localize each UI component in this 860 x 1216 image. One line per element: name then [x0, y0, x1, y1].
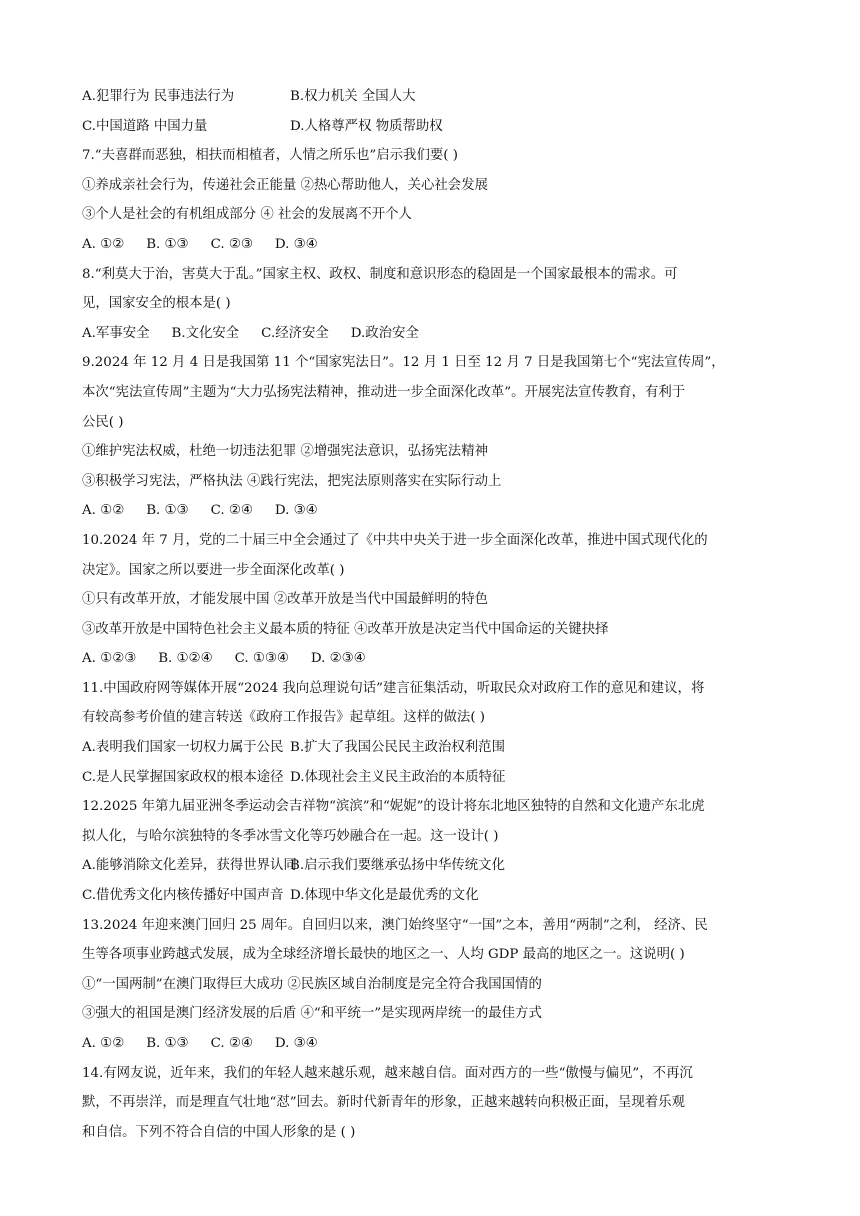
text-line: ③强大的祖国是澳门经济发展的后盾 ④“和平统一”是实现两岸统一的最佳方式 — [82, 1006, 542, 1022]
answer-choice: C.经济安全 — [261, 325, 329, 341]
choice-row — [82, 319, 782, 349]
answer-choice: B. ①③ — [146, 236, 189, 252]
answer-choice: D. ②③④ — [310, 651, 366, 667]
answer-option: C.借优秀文化内核传播好中国声音 — [82, 888, 284, 904]
answer-option: B.扩大了我国公民民主政治权利范围 — [290, 740, 505, 756]
choice-row — [82, 496, 782, 526]
answer-option: B.权力机关 全国人大 — [290, 89, 416, 104]
option-row — [82, 763, 782, 793]
answer-option: D.体现社会主义民主政治的本质特征 — [290, 769, 506, 785]
answer-choice: B. ①③ — [146, 503, 189, 519]
answer-choice: C. ②③ — [210, 236, 253, 252]
answer-choice: D.政治安全 — [350, 325, 419, 341]
answer-option: D.体现中华文化是最优秀的文化 — [290, 888, 479, 904]
answer-option: B.启示我们要继承弘扬中华传统文化 — [290, 858, 505, 874]
answer-choice: A.军事安全 — [82, 325, 150, 341]
answer-option: A.犯罪行为 民事违法行为 — [82, 89, 235, 104]
text-line: 14.有网友说，近年来，我们的年轻人越来越乐观，越来越自信。面对西方的一些“傲慢与偏见”，不再沉 — [82, 1065, 693, 1081]
option-row — [82, 82, 782, 112]
answer-choice: B. ①③ — [146, 1036, 189, 1051]
text-line: 8.“利莫大于治，害莫大于乱。”国家主权、政权、制度和意识形态的稳固是一个国家最根本的需求。可 — [82, 266, 678, 282]
choice-row — [82, 644, 782, 674]
text-line: 公民( ) — [82, 414, 124, 430]
answer-option: C.是人民掌握国家政权的根本途径 — [82, 769, 284, 785]
answer-option: A.表明我们国家一切权力属于公民 — [82, 740, 284, 756]
question-content — [82, 82, 782, 1147]
text-line: 有较高参考价值的建言转送《政府工作报告》起草组。这样的做法( ) — [82, 710, 486, 726]
text-line: ①维护宪法权威，杜绝一切违法犯罪 ②增强宪法意识，弘扬宪法精神 — [82, 444, 488, 460]
text-line: 生等各项事业跨越式发展，成为全球经济增长最快的地区之一、人均 GDP 最高的地区之一。这说明( ) — [82, 947, 685, 963]
option-row — [82, 112, 782, 142]
text-line: ①“一国两制”在澳门取得巨大成功 ②民族区域自治制度是完全符合我国国情的 — [82, 976, 542, 992]
text-line: ③积极学习宪法，严格执法 ④践行宪法，把宪法原则落实在实际行动上 — [82, 473, 502, 489]
text-line: 和自信。下列不符合自信的中国人形象的是 ( ) — [82, 1124, 356, 1140]
text-line: 默，不再崇洋，而是理直气壮地“怼”回去。新时代新青年的形象，正越来越转向积极正面，呈现着乐观 — [82, 1095, 685, 1111]
text-line: 7.“夫喜群而恶独，相扶而相植者，人情之所乐也”启示我们要( ) — [82, 148, 458, 164]
text-line: 10.2024 年 7 月，党的二十届三中全会通过了《中共中央关于进一步全面深化改革，推进中国式现代化的 — [82, 532, 708, 548]
text-line: 11.中国政府网等媒体开展“2024 我向总理说句话”建言征集活动，听取民众对政府工作的意见和建议，将 — [82, 680, 705, 696]
answer-choice: A. ①② — [82, 503, 125, 519]
text-line: ③改革开放是中国特色社会主义最本质的特征 ④改革开放是决定当代中国命运的关键抉择 — [82, 621, 609, 637]
answer-choice: C. ②④ — [210, 1036, 253, 1051]
answer-choice: C. ②④ — [210, 503, 253, 519]
text-line: 13.2024 年迎来澳门回归 25 周年。自回归以来，澳门始终坚守“一国”之本，善用“两制”之利， 经济、民 — [82, 917, 708, 933]
choice-row — [82, 1029, 782, 1059]
answer-choice: A. ①② — [82, 1036, 125, 1051]
option-row — [82, 851, 782, 881]
text-line: 决定》。国家之所以要进一步全面深化改革( ) — [82, 562, 345, 578]
answer-choice: B.文化安全 — [171, 325, 240, 341]
answer-choice: B. ①②④ — [158, 651, 213, 667]
option-row — [82, 881, 782, 911]
text-line: 9.2024 年 12 月 4 日是我国第 11 个“国家宪法日”。12 月 1 日至 12 月 7 日是我国第七个“宪法宣传周”， — [82, 355, 725, 371]
answer-option: D.人格尊严权 物质帮助权 — [290, 118, 443, 134]
text-line: ③个人是社会的有机组成部分 ④ 社会的发展离不开个人 — [82, 207, 412, 223]
answer-choice: D. ③④ — [274, 1036, 318, 1051]
text-line: 本次“宪法宣传周”主题为“大力弘扬宪法精神，推动进一步全面深化改革”。开展宪法宣传教育，有利于 — [82, 384, 686, 400]
answer-option: A.能够消除文化差异，获得世界认同 — [82, 858, 297, 874]
text-line: ①只有改革开放，才能发展中国 ②改革开放是当代中国最鲜明的特色 — [82, 592, 488, 608]
choice-row — [82, 230, 782, 260]
answer-option: C.中国道路 中国力量 — [82, 118, 208, 134]
text-line: 12.2025 年第九届亚洲冬季运动会吉祥物“滨滨”和“妮妮”的设计将东北地区独特的自然和文化遗产东北虎 — [82, 799, 705, 815]
answer-choice: D. ③④ — [274, 503, 318, 519]
text-line: 拟人化，与哈尔滨独特的冬季冰雪文化等巧妙融合在一起。这一设计( ) — [82, 828, 499, 844]
answer-choice: A. ①②③ — [82, 651, 137, 667]
option-row — [82, 733, 782, 763]
answer-choice: C. ①③④ — [234, 651, 289, 667]
text-line: 见，国家安全的根本是( ) — [82, 296, 231, 312]
answer-choice: D. ③④ — [274, 236, 318, 252]
answer-choice: A. ①② — [82, 236, 125, 252]
text-line: ①养成亲社会行为，传递社会正能量 ②热心帮助他人，关心社会发展 — [82, 177, 488, 193]
